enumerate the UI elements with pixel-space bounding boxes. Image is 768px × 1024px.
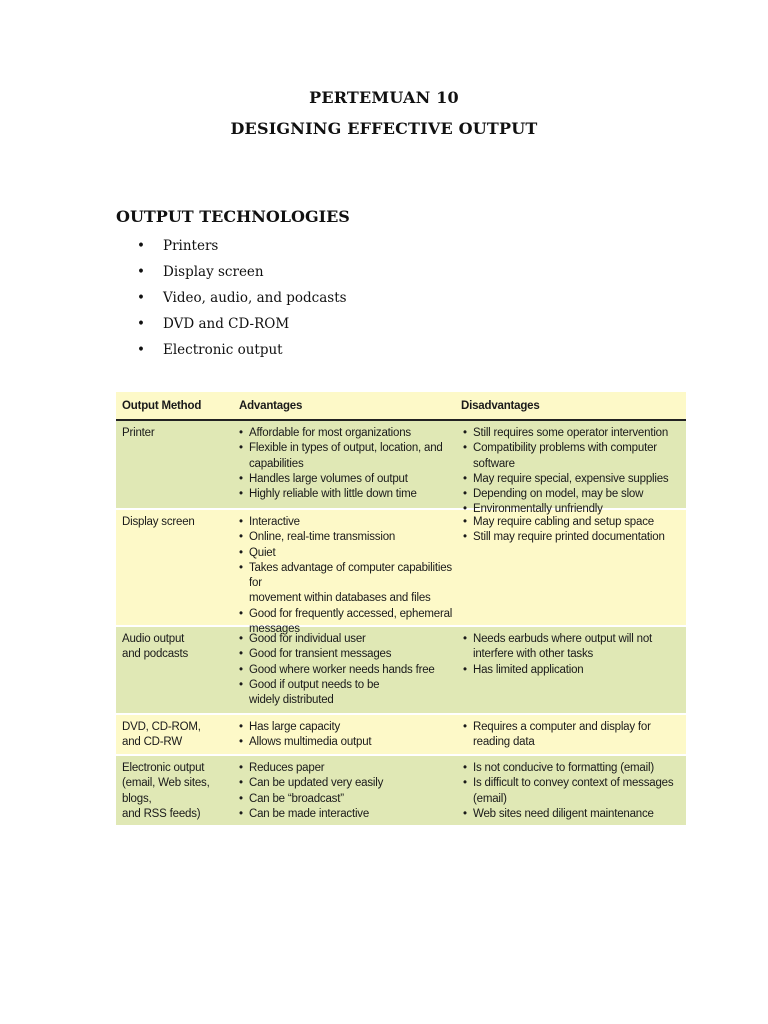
list-item: • Can be made interactive bbox=[239, 807, 453, 822]
list-item: • Good for transient messages bbox=[239, 647, 453, 662]
advantages-list bbox=[239, 515, 453, 637]
bullet-icon: • bbox=[137, 316, 145, 332]
list-item: • May require special, expensive supplies bbox=[463, 472, 682, 487]
disadvantages-cell bbox=[457, 756, 686, 826]
list-item: • Good for individual user bbox=[239, 632, 453, 647]
list-item: • Affordable for most organizations bbox=[239, 426, 453, 441]
output-method-cell: Audio output and podcasts bbox=[122, 633, 189, 661]
list-item-label: Video, audio, and podcasts bbox=[163, 290, 347, 306]
advantages-list bbox=[239, 761, 453, 822]
list-item bbox=[137, 313, 347, 339]
list-item: • Good where worker needs hands free bbox=[239, 663, 453, 678]
advantages-cell bbox=[233, 627, 457, 713]
list-item: • Web sites need diligent maintenance bbox=[463, 807, 682, 822]
list-item: • Is difficult to convey context of messages (email) bbox=[463, 776, 682, 807]
column-header-method: Output Method bbox=[122, 399, 202, 412]
list-item: • Good if output needs to be widely distributed bbox=[239, 678, 453, 709]
column-header-disadvantages: Disadvantages bbox=[461, 399, 540, 412]
advantages-cell bbox=[233, 510, 457, 641]
list-item: • Has large capacity bbox=[239, 720, 453, 735]
output-method-cell: Printer bbox=[122, 427, 155, 439]
table-header-row bbox=[116, 392, 686, 421]
output-methods-table bbox=[116, 392, 686, 825]
list-item: • Interactive bbox=[239, 515, 453, 530]
bullet-icon: • bbox=[137, 238, 145, 254]
list-item: • Can be “broadcast” bbox=[239, 792, 453, 807]
advantages-list bbox=[239, 720, 453, 751]
disadvantages-list bbox=[463, 761, 682, 822]
table-row bbox=[116, 754, 686, 825]
list-item: • Reduces paper bbox=[239, 761, 453, 776]
disadvantages-list bbox=[463, 515, 682, 546]
list-item: • Highly reliable with little down time bbox=[239, 487, 453, 502]
list-item-label: Printers bbox=[163, 238, 219, 254]
bullet-icon: • bbox=[137, 290, 145, 306]
list-item: • Depending on model, may be slow bbox=[463, 487, 682, 502]
output-method-cell: DVD, CD-ROM, and CD-RW bbox=[122, 721, 201, 749]
list-item: • Online, real-time transmission bbox=[239, 530, 453, 545]
output-method-cell: Display screen bbox=[122, 516, 195, 528]
list-item: • Compatibility problems with computer software bbox=[463, 441, 682, 472]
disadvantages-cell bbox=[457, 510, 686, 641]
list-item: • May require cabling and setup space bbox=[463, 515, 682, 530]
advantages-cell bbox=[233, 756, 457, 826]
table-row bbox=[116, 508, 686, 636]
list-item bbox=[137, 261, 347, 287]
advantages-cell bbox=[233, 421, 457, 522]
table-row bbox=[116, 713, 686, 754]
disadvantages-cell bbox=[457, 421, 686, 522]
disadvantages-list bbox=[463, 426, 682, 518]
table-row bbox=[116, 421, 686, 516]
list-item: • Good for frequently accessed, ephemeral messages bbox=[239, 607, 453, 638]
disadvantages-cell bbox=[457, 715, 686, 755]
list-item: • Still requires some operator intervention bbox=[463, 426, 682, 441]
disadvantages-list bbox=[463, 720, 682, 751]
advantages-list bbox=[239, 632, 453, 708]
list-item: • Can be updated very easily bbox=[239, 776, 453, 791]
list-item: • Environmentally unfriendly bbox=[463, 502, 682, 517]
list-item: • Is not conducive to formatting (email) bbox=[463, 761, 682, 776]
list-item bbox=[137, 287, 347, 313]
advantages-cell bbox=[233, 715, 457, 755]
bullet-icon: • bbox=[137, 342, 145, 358]
list-item: • Takes advantage of computer capabilities for movement within databases and files bbox=[239, 561, 453, 607]
list-item: • Handles large volumes of output bbox=[239, 472, 453, 487]
list-item: • Still may require printed documentation bbox=[463, 530, 682, 545]
list-item: • Allows multimedia output bbox=[239, 735, 453, 750]
page-subtitle: DESIGNING EFFECTIVE OUTPUT bbox=[230, 119, 538, 138]
page-title: PERTEMUAN 10 bbox=[309, 88, 459, 107]
column-header-advantages: Advantages bbox=[239, 399, 303, 412]
output-method-cell: Electronic output (email, Web sites, blogs, and RSS feeds) bbox=[122, 762, 210, 820]
list-item: • Has limited application bbox=[463, 663, 682, 678]
list-item: • Needs earbuds where output will not interfere with other tasks bbox=[463, 632, 682, 663]
list-item bbox=[137, 339, 347, 365]
table-body bbox=[116, 421, 686, 825]
disadvantages-list bbox=[463, 632, 682, 678]
bullet-icon: • bbox=[137, 264, 145, 280]
list-item-label: Electronic output bbox=[163, 342, 283, 358]
output-technologies-list bbox=[137, 235, 347, 365]
disadvantages-cell bbox=[457, 627, 686, 713]
advantages-list bbox=[239, 426, 453, 502]
list-item-label: Display screen bbox=[163, 264, 264, 280]
list-item bbox=[137, 235, 347, 261]
list-item: • Flexible in types of output, location, and capabilities bbox=[239, 441, 453, 472]
list-item: • Quiet bbox=[239, 546, 453, 561]
list-item: • Requires a computer and display for reading data bbox=[463, 720, 682, 751]
section-heading: OUTPUT TECHNOLOGIES bbox=[116, 207, 350, 226]
table-row bbox=[116, 625, 686, 713]
list-item-label: DVD and CD-ROM bbox=[163, 316, 290, 332]
